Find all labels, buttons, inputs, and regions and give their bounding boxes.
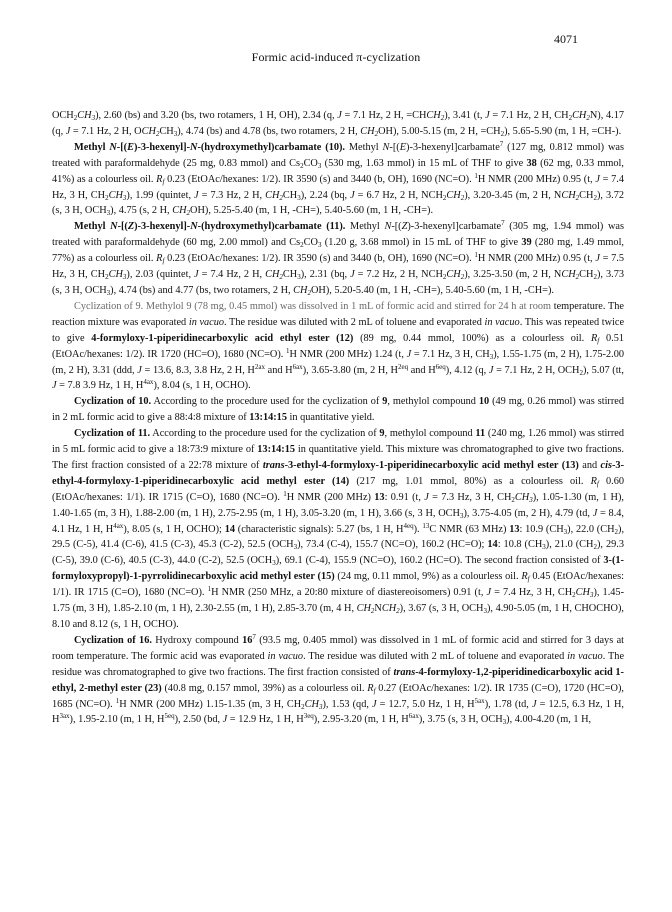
paragraph-cyclization-9: Cyclization of 9. Methylol 9 (78 mg, 0.45 mmol) was dissolved in 1 mL of formic acid and stirred for 24 h at room temperature. The reaction mixture was evaporated in vacuo. The residue was diluted with 2 mL of toluene and evaporated in vacuo. This was repeated twice to give 4-formyloxy-1-piperidinecarboxylic acid ethyl ester (12) (89 mg, 0.44 mmol, 100%) as a colourless oil. $R_f$ 0.51 (EtOAc/hexanes: 1/2). IR 1720 (HC=O), 1680 (NC=O). $^1$H NMR (200 MHz) 1.24 (t, J = 7.1 Hz, 3 H, $CH_3$), 1.55-1.75 (m, 2 H), 1.75-2.00 (m, 2 H), 3.31 (ddd, J = 13.6, 8.3, 3.8 Hz, 2 H, $H^{2ax}$ and $H^{6ax}$), 3.65-3.80 (m, 2 H, $H^{2eq}$ and $H^{6eq}$), 4.12 (q, J = 7.1 Hz, 2 H, $OCH_2$), 5.07 (tt, J = 7.8 3.9 Hz, 1 H, $H^{4ax}$), 8.04 (s, 1 H, OCHO). [52, 300, 625, 392]
paragraph-continuation: $OCH_2CH_3$), 2.60 (bs) and 3.20 (bs, two rotamers, 1 H, OH), 2.34 (q, J = 7.1 Hz, 2 H, $=CHCH_2$), 3.41 (t, J = 7.1 Hz, 2 H, $CH_2CH_2N$), 4.17 (q, J = 7.1 Hz, 2 H, $OCH_2CH_3$), 4.74 (bs) and 4.78 (bs, two rotamers, 2 H, $CH_2OH$), 5.00-5.15 (m, 2 H, $=CH_2$), 5.65-5.90 (m, 1 H, =CH-). [52, 110, 625, 138]
paragraph-cyclization-10: Cyclization of 10. According to the procedure used for the cyclization of 9, methylol compound 10 (49 mg, 0.26 mmol) was stirred in 2 mL formic acid to give a 88:4:8 mixture of 13:14:15 in quantitative yield. [52, 396, 625, 424]
paragraph-cyclization-16: Cyclization of 16. Hydroxy compound $16^7$ (93.5 mg, 0.405 mmol) was dissolved in 1 mL of formic acid and stirred for 3 days at room temperature. The formic acid was evaporated in vacuo. The residue was diluted with 2 mL of toluene and evaporated in vacuo. The residue was chromatographed to give two fractions. The first fraction consisted of trans-4-formyloxy-1,2-piperidinedicarboxylic acid 1-ethyl, 2-methyl ester (23) (40.8 mg, 0.157 mmol, 39%) as a colourless oil. $R_f$ 0.27 (EtOAc/hexanes: 1/2). IR 1735 (C=O), 1720 (HC=O), 1685 (NC=O). $^1$H NMR (200 MHz) 1.15-1.35 (m, 3 H, $CH_2CH_3$), 1.53 (qd, J = 12.7, 5.0 Hz, 1 H, $H^{5ax}$), 1.78 (td, J = 12.5, 6.3 Hz, 1 H, $H^{3ax}$), 1.95-2.10 (m, 1 H, $H^{5eq}$), 2.50 (bd, J = 12.9 Hz, 1 H, $H^{3eq}$), 2.95-3.20 (m, 1 H, $H^{6ax}$), 3.75 (s, 3 H, $OCH_3$), 4.00-4.20 (m, 1 H, [52, 632, 625, 727]
body-text [52, 108, 624, 728]
paragraph-compound-11: Methyl N-[(Z)-3-hexenyl]-N-(hydroxymethyl)carbamate (11). Methyl N-[(Z)-3-hexenyl]carbamate$^7$ (305 mg, 1.94 mmol) was treated with paraformaldehyde (60 mg, 2.00 mmol) and $Cs_2CO_3$ (1.20 g, 3.68 mmol) in 15 mL of THF to give 39 (280 mg, 1.49 mmol, 77%) as a colourless oil. $R_f$ 0.23 (EtOAc/hexanes: 1/2). IR 3590 (s) and 3440 (b, OH), 1690 (NC=O). $^1$H NMR (200 MHz) 0.95 (t, J = 7.5 Hz, 3 H, $CH_2CH_3$), 2.03 (quintet, J = 7.4 Hz, 2 H, $CH_2CH_3$), 2.31 (bq, J = 7.2 Hz, 2 H, $NCH_2CH_2$), 3.25-3.50 (m, 2 H, $NCH_2CH_2$), 3.73 (s, 3 H, $OCH_3$), 4.74 (bs) and 4.77 (bs, two rotamers, 2 H, $CH_2OH$), 5.20-5.40 (m, 1 H, -CH=), 5.40-5.60 (m, 1 H, -CH=). [52, 219, 625, 297]
paragraph-cyclization-11: Cyclization of 11. According to the procedure used for the cyclization of 9, methylol compound 11 (240 mg, 1.26 mmol) was stirred in 5 mL formic acid to give a 18:73:9 mixture of 13:14:15 in quantitative yield. This mixture was chromatographed to give two fractions. The first fraction consisted of a 22:78 mixture of trans-3-ethyl-4-formyloxy-1-piperidinecarboxylic acid methyl ester (13) and cis-3-ethyl-4-formyloxy-1-piperidinecarboxylic acid methyl ester (14) (217 mg, 1.01 mmol, 80%) as a colourless oil. $R_f$ 0.60 (EtOAc/hexanes: 1/1). IR 1715 (C=O), 1680 (NC=O). $^1$H NMR (200 MHz) 13: 0.91 (t, J = 7.3 Hz, 3 H, $CH_2CH_3$), 1.05-1.30 (m, 1 H), 1.40-1.65 (m, 3 H), 1.88-2.00 (m, 1 H), 2.75-2.95 (m, 1 H), 3.05-3.20 (m, 1 H), 3.66 (s, 3 H, $OCH_3$), 3.75-4.05 (m, 2 H), 4.79 (td, J = 8.4, 4.1 Hz, 1 H, $H^{4ax}$), 8.05 (s, 1 H, OCHO); 14 (characteristic signals): 5.27 (bs, 1 H, $H^{4eq}$). $^{13}$C NMR (63 MHz) 13: 10.9 $(CH_3)$, 22.0 $(CH_2)$, 29.5 (C-5), 41.4 (C-6), 41.5 (C-3), 45.3 (C-2), 52.5 $(OCH_3)$, 73.4 (C-4), 155.7 (NC=O), 160.2 (HC=O); 14: 10.8 $(CH_3)$, 21.0 $(CH_2)$, 29.3 (C-5), 39.0 (C-6), 40.5 (C-3), 44.0 (C-2), 52.5 $(OCH_3)$, 69.1 (C-4), 155.9 (NC=O), 160.2 (HC=O). The second fraction consisted of 3-(1-formyloxypropyl)-1-pyrrolidinecarboxylic acid methyl ester (15) (24 mg, 0.11 mmol, 9%) as a colourless oil. $R_f$ 0.45 (EtOAc/hexanes: 1/1). IR 1715 (C=O), 1680 (NC=O). $^1$H NMR (250 MHz, a 20:80 mixture of diastereoisomers) 0.91 (t, J = 7.4 Hz, 3 H, $CH_2CH_3$), 1.45-1.75 (m, 3 H), 1.85-2.10 (m, 1 H), 2.30-2.55 (m, 1 H), 2.85-3.70 (m, 4 H, $CH_2NCH_2$), 3.67 (s, 3 H, $OCH_3$), 4.90-5.05 (m, 1 H, CHOCHO), 8.10 and 8.12 (s, 1 H, OCHO). [52, 428, 625, 630]
paragraph-compound-10: Methyl N-[(E)-3-hexenyl]-N-(hydroxymethyl)carbamate (10). Methyl N-[(E)-3-hexenyl]carbamate$^7$ (127 mg, 0.812 mmol) was treated with paraformaldehyde (25 mg, 0.83 mmol) and $Cs_2CO_3$ (530 mg, 1.63 mmol) in 15 mL of THF to give 38 (62 mg, 0.33 mmol, 41%) as a colourless oil. $R_f$ 0.23 (EtOAc/hexanes: 1/2). IR 3590 (s) and 3440 (b, OH), 1690 (NC=O). $^1$H NMR (200 MHz) 0.95 (t, J = 7.4 Hz, 3 H, $CH_2CH_3$), 1.99 (quintet, J = 7.3 Hz, 2 H, $CH_2CH_3$), 2.24 (bq, J = 6.7 Hz, 2 H, $NCH_2CH_2$), 3.20-3.45 (m, 2 H, $NCH_2CH_2$), 3.72 (s, 3 H, $OCH_3$), 4.75 (s, 2 H, $CH_2OH$), 5.25-5.40 (m, 1 H, -CH=), 5.40-5.60 (m, 1 H, -CH=). [52, 139, 624, 218]
page-number: 4071 [554, 32, 578, 46]
running-title: Formic acid-induced π-cyclization [251, 50, 421, 64]
